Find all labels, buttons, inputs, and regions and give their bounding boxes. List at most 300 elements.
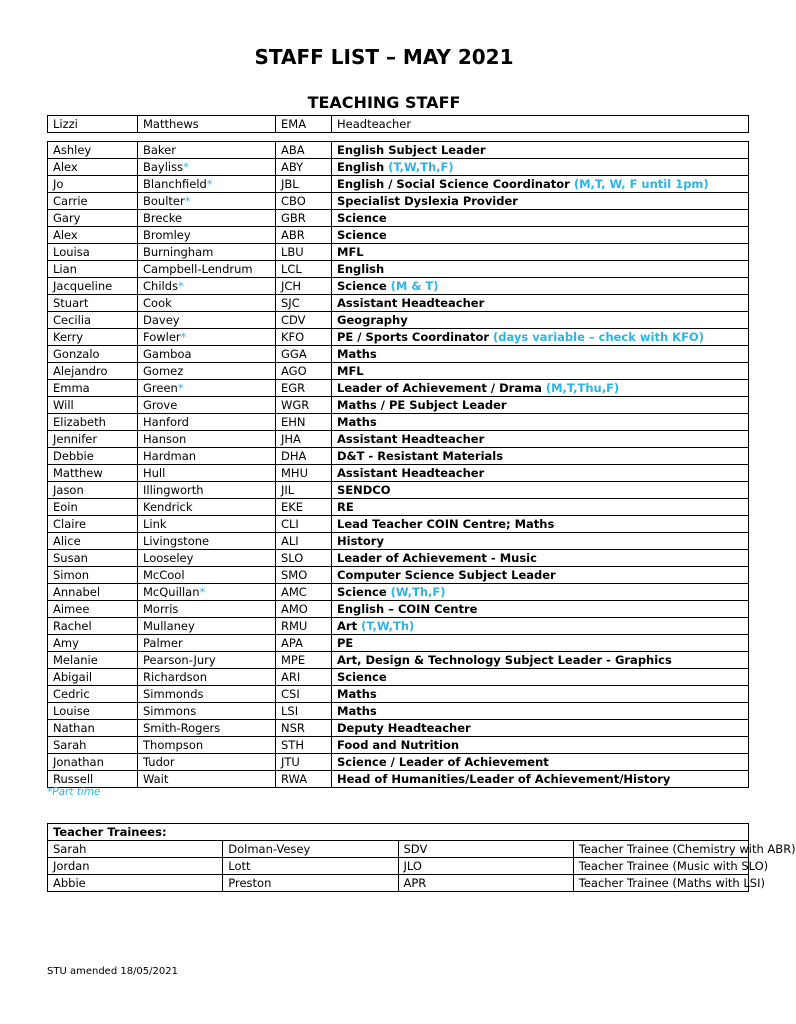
part-time-marker: * — [180, 329, 187, 344]
last-name-text: Kendrick — [143, 499, 193, 514]
role — [332, 380, 749, 397]
last-name — [138, 737, 276, 754]
role-text: Science — [337, 669, 387, 684]
role — [332, 312, 749, 329]
last-name-text: Burningham — [143, 244, 214, 259]
first-name: Cedric — [48, 686, 138, 703]
last-name — [138, 142, 276, 159]
last-name — [138, 159, 276, 176]
part-time-marker: * — [178, 278, 184, 293]
first-name: Annabel — [48, 584, 138, 601]
first-name: Nathan — [48, 720, 138, 737]
role — [332, 567, 749, 584]
staff-code: APA — [276, 635, 332, 652]
part-time-marker: * — [199, 584, 206, 599]
role — [332, 737, 749, 754]
table-row — [48, 686, 749, 703]
last-name-text: Childs — [143, 278, 178, 293]
staff-code: JBL — [276, 176, 332, 193]
role-text: PE — [337, 635, 354, 650]
table-row — [48, 771, 749, 788]
last-name-text: Palmer — [143, 635, 183, 650]
staff-code: ABA — [276, 142, 332, 159]
last-name — [138, 397, 276, 414]
table-row — [48, 142, 749, 159]
staff-code: AMO — [276, 601, 332, 618]
last-name-text: Baker — [143, 142, 176, 157]
first-name: Emma — [48, 380, 138, 397]
table-row — [48, 414, 749, 431]
table-row — [48, 841, 749, 858]
role — [332, 261, 749, 278]
last-name-text: Smith-Rogers — [143, 720, 221, 735]
last-name-text: Brecke — [143, 210, 183, 225]
table-row — [48, 875, 749, 892]
last-name — [138, 431, 276, 448]
staff-code: RMU — [276, 618, 332, 635]
role-text: Science / Leader of Achievement — [337, 754, 549, 769]
last-name-text: Mullaney — [143, 618, 195, 633]
role-text: Maths / PE Subject Leader — [337, 397, 507, 412]
role-text: English – COIN Centre — [337, 601, 478, 616]
first-name: Jennifer — [48, 431, 138, 448]
staff-code: ABR — [276, 227, 332, 244]
table-row — [48, 858, 749, 875]
staff-code: SJC — [276, 295, 332, 312]
last-name — [138, 482, 276, 499]
part-time-marker: * — [184, 193, 191, 208]
role-text: Science — [337, 278, 391, 293]
role-text: Science — [337, 210, 387, 225]
role-text: SENDCO — [337, 482, 391, 497]
last-name — [138, 227, 276, 244]
staff-code: SMO — [276, 567, 332, 584]
teaching-staff-table — [47, 141, 749, 788]
staff-code: CLI — [276, 516, 332, 533]
role-text: Maths — [337, 346, 377, 361]
role — [332, 533, 749, 550]
first-name: Abbie — [48, 875, 223, 892]
first-name: Debbie — [48, 448, 138, 465]
staff-code: KFO — [276, 329, 332, 346]
staff-code: JTU — [276, 754, 332, 771]
role: Headteacher — [332, 116, 749, 133]
part-time-note: *Part time — [47, 786, 101, 798]
last-name — [138, 771, 276, 788]
role — [332, 329, 749, 346]
first-name: Alejandro — [48, 363, 138, 380]
last-name — [138, 720, 276, 737]
role — [332, 244, 749, 261]
staff-code: STH — [276, 737, 332, 754]
role-text: MFL — [337, 244, 364, 259]
role-text: Lead Teacher COIN Centre; Maths — [337, 516, 555, 531]
trainees-header: Teacher Trainees: — [48, 824, 749, 841]
last-name-text: Bayliss — [143, 159, 184, 174]
table-row — [48, 482, 749, 499]
last-name — [138, 516, 276, 533]
role-text: Assistant Headteacher — [337, 295, 485, 310]
last-name-text: Cook — [143, 295, 172, 310]
first-name: Alex — [48, 227, 138, 244]
table-row — [48, 210, 749, 227]
last-name — [138, 278, 276, 295]
last-name-text: Wait — [143, 771, 169, 786]
first-name: Sarah — [48, 737, 138, 754]
staff-code: EHN — [276, 414, 332, 431]
staff-code: EGR — [276, 380, 332, 397]
staff-code: SLO — [276, 550, 332, 567]
first-name: Jacqueline — [48, 278, 138, 295]
table-row — [48, 380, 749, 397]
first-name: Sarah — [48, 841, 223, 858]
first-name: Ashley — [48, 142, 138, 159]
staff-code: CBO — [276, 193, 332, 210]
role-text: Food and Nutrition — [337, 737, 460, 752]
table-row — [48, 244, 749, 261]
last-name: Lott — [223, 858, 398, 875]
staff-code: MPE — [276, 652, 332, 669]
last-name — [138, 652, 276, 669]
last-name — [138, 499, 276, 516]
first-name: Simon — [48, 567, 138, 584]
table-row — [48, 278, 749, 295]
role-text: History — [337, 533, 384, 548]
last-name-text: Looseley — [143, 550, 194, 565]
table-row — [48, 669, 749, 686]
role-text: English Subject Leader — [337, 142, 486, 157]
last-name — [138, 635, 276, 652]
table-row — [48, 346, 749, 363]
first-name: Eoin — [48, 499, 138, 516]
staff-code: AGO — [276, 363, 332, 380]
working-days: (M,T,Thu,F) — [545, 380, 620, 395]
staff-code: GBR — [276, 210, 332, 227]
last-name-text: Simmonds — [143, 686, 204, 701]
first-name: Jonathan — [48, 754, 138, 771]
last-name-text: Hanford — [143, 414, 189, 429]
role — [332, 703, 749, 720]
role — [332, 227, 749, 244]
table-row — [48, 295, 749, 312]
table-row — [48, 567, 749, 584]
role-text: Assistant Headteacher — [337, 465, 485, 480]
first-name: Louisa — [48, 244, 138, 261]
last-name-text: Tudor — [143, 754, 175, 769]
first-name: Carrie — [48, 193, 138, 210]
staff-code: LCL — [276, 261, 332, 278]
last-name-text: Davey — [143, 312, 180, 327]
last-name — [138, 703, 276, 720]
table-row — [48, 465, 749, 482]
last-name-text: Bromley — [143, 227, 191, 242]
role — [332, 601, 749, 618]
first-name: Lian — [48, 261, 138, 278]
role-text: Maths — [337, 703, 377, 718]
document-title: STAFF LIST – MAY 2021 — [254, 45, 514, 69]
role-text: RE — [337, 499, 354, 514]
first-name: Claire — [48, 516, 138, 533]
role-text: Science — [337, 584, 391, 599]
last-name-text: Campbell-Lendrum — [143, 261, 253, 276]
role — [332, 176, 749, 193]
last-name: Matthews — [138, 116, 276, 133]
first-name: Melanie — [48, 652, 138, 669]
table-row — [48, 703, 749, 720]
table-row — [48, 516, 749, 533]
last-name-text: Boulter — [143, 193, 185, 208]
table-row — [48, 227, 749, 244]
staff-code: GGA — [276, 346, 332, 363]
last-name — [138, 346, 276, 363]
last-name-text: Gamboa — [143, 346, 192, 361]
role — [332, 346, 749, 363]
role — [332, 414, 749, 431]
role — [332, 159, 749, 176]
part-time-marker: * — [206, 176, 213, 191]
last-name — [138, 686, 276, 703]
first-name: Lizzi — [48, 116, 138, 133]
last-name — [138, 584, 276, 601]
part-time-marker: * — [183, 159, 189, 174]
role — [332, 193, 749, 210]
role — [332, 499, 749, 516]
staff-code: NSR — [276, 720, 332, 737]
first-name: Gary — [48, 210, 138, 227]
last-name-text: Morris — [143, 601, 179, 616]
table-row — [48, 652, 749, 669]
role — [332, 142, 749, 159]
role-text: Specialist Dyslexia Provider — [337, 193, 518, 208]
staff-code: EKE — [276, 499, 332, 516]
role-text: Maths — [337, 686, 377, 701]
role — [332, 210, 749, 227]
last-name-text: Blanchfield — [143, 176, 207, 191]
role-text: PE / Sports Coordinator — [337, 329, 494, 344]
first-name: Cecilia — [48, 312, 138, 329]
role — [332, 482, 749, 499]
part-time-marker: * — [177, 380, 184, 395]
staff-code: ARI — [276, 669, 332, 686]
headteacher-table — [47, 115, 749, 133]
staff-code: CSI — [276, 686, 332, 703]
last-name — [138, 176, 276, 193]
role: Teacher Trainee (Maths with LSI) — [573, 875, 748, 892]
table-row — [48, 635, 749, 652]
first-name: Aimee — [48, 601, 138, 618]
first-name: Susan — [48, 550, 138, 567]
role-text: MFL — [337, 363, 364, 378]
role — [332, 431, 749, 448]
role — [332, 278, 749, 295]
last-name-text: Simmons — [143, 703, 197, 718]
table-row — [48, 261, 749, 278]
table-row — [48, 397, 749, 414]
table-row — [48, 533, 749, 550]
role — [332, 771, 749, 788]
section-title-teaching-staff: TEACHING STAFF — [307, 93, 461, 112]
role-text: D&T - Resistant Materials — [337, 448, 504, 463]
last-name-text: Gomez — [143, 363, 184, 378]
role-text: Art — [337, 618, 362, 633]
staff-code: LBU — [276, 244, 332, 261]
first-name: Russell — [48, 771, 138, 788]
staff-code: APR — [398, 875, 573, 892]
first-name: Will — [48, 397, 138, 414]
working-days: (M & T) — [390, 278, 439, 293]
first-name: Stuart — [48, 295, 138, 312]
role — [332, 516, 749, 533]
role — [332, 720, 749, 737]
last-name — [138, 193, 276, 210]
last-name — [138, 380, 276, 397]
last-name-text: Green — [143, 380, 178, 395]
role — [332, 754, 749, 771]
staff-code: ALI — [276, 533, 332, 550]
role — [332, 448, 749, 465]
table-row — [48, 618, 749, 635]
staff-code: WGR — [276, 397, 332, 414]
amended-footer: STU amended 18/05/2021 — [47, 966, 178, 977]
last-name-text: Hardman — [143, 448, 197, 463]
first-name: Kerry — [48, 329, 138, 346]
working-days: (M,T, W, F until 1pm) — [573, 176, 709, 191]
role-text: Head of Humanities/Leader of Achievement/History — [337, 771, 671, 786]
role-text: Deputy Headteacher — [337, 720, 471, 735]
first-name: Alex — [48, 159, 138, 176]
last-name-text: Pearson-Jury — [143, 652, 216, 667]
last-name-text: Richardson — [143, 669, 207, 684]
staff-code: RWA — [276, 771, 332, 788]
last-name — [138, 465, 276, 482]
last-name — [138, 295, 276, 312]
role — [332, 550, 749, 567]
last-name — [138, 533, 276, 550]
last-name: Preston — [223, 875, 398, 892]
last-name-text: Thompson — [143, 737, 204, 752]
table-row — [48, 363, 749, 380]
last-name — [138, 329, 276, 346]
role — [332, 363, 749, 380]
last-name — [138, 363, 276, 380]
teacher-trainees-table — [47, 823, 796, 892]
last-name — [138, 618, 276, 635]
first-name: Louise — [48, 703, 138, 720]
role — [332, 584, 749, 601]
table-row — [48, 312, 749, 329]
table-row — [48, 176, 749, 193]
staff-code: MHU — [276, 465, 332, 482]
table-row — [48, 329, 749, 346]
last-name — [138, 244, 276, 261]
last-name — [138, 567, 276, 584]
table-row — [48, 754, 749, 771]
role — [332, 669, 749, 686]
last-name — [138, 550, 276, 567]
role-text: Art, Design & Technology Subject Leader - Graphics — [337, 652, 672, 667]
last-name — [138, 210, 276, 227]
last-name-text: Grove — [143, 397, 178, 412]
last-name — [138, 312, 276, 329]
last-name-text: McCool — [143, 567, 185, 582]
first-name: Elizabeth — [48, 414, 138, 431]
first-name: Rachel — [48, 618, 138, 635]
staff-code: JLO — [398, 858, 573, 875]
first-name: Amy — [48, 635, 138, 652]
role-text: Maths — [337, 414, 377, 429]
last-name-text: McQuillan — [143, 584, 200, 599]
last-name — [138, 601, 276, 618]
last-name — [138, 669, 276, 686]
staff-code: ABY — [276, 159, 332, 176]
role-text: English — [337, 261, 385, 276]
last-name — [138, 261, 276, 278]
first-name: Abigail — [48, 669, 138, 686]
role — [332, 652, 749, 669]
role-text: English — [337, 159, 389, 174]
staff-code: AMC — [276, 584, 332, 601]
staff-code: EMA — [276, 116, 332, 133]
last-name-text: Fowler — [143, 329, 181, 344]
role-text: Geography — [337, 312, 408, 327]
table-row — [48, 737, 749, 754]
staff-code: JHA — [276, 431, 332, 448]
first-name: Jordan — [48, 858, 223, 875]
last-name — [138, 754, 276, 771]
staff-code: DHA — [276, 448, 332, 465]
last-name-text: Hanson — [143, 431, 187, 446]
table-row — [48, 601, 749, 618]
first-name: Alice — [48, 533, 138, 550]
last-name-text: Illingworth — [143, 482, 204, 497]
table-header-row — [48, 824, 749, 841]
role-text: Computer Science Subject Leader — [337, 567, 556, 582]
role — [332, 465, 749, 482]
staff-code: SDV — [398, 841, 573, 858]
role — [332, 397, 749, 414]
last-name — [138, 448, 276, 465]
role-text: Leader of Achievement - Music — [337, 550, 537, 565]
working-days: (days variable – check with KFO) — [493, 329, 704, 344]
last-name-text: Livingstone — [143, 533, 210, 548]
staff-code: JCH — [276, 278, 332, 295]
role — [332, 635, 749, 652]
table-row — [48, 193, 749, 210]
staff-code: LSI — [276, 703, 332, 720]
table-row — [48, 431, 749, 448]
staff-code: CDV — [276, 312, 332, 329]
role — [332, 686, 749, 703]
table-row — [48, 448, 749, 465]
role-text: English / Social Science Coordinator — [337, 176, 574, 191]
table-row — [48, 159, 749, 176]
staff-code: JIL — [276, 482, 332, 499]
last-name — [138, 414, 276, 431]
table-row — [48, 499, 749, 516]
working-days: (W,Th,F) — [390, 584, 446, 599]
last-name-text: Link — [143, 516, 167, 531]
last-name: Dolman-Vesey — [223, 841, 398, 858]
role-text: Science — [337, 227, 387, 242]
role: Teacher Trainee (Music with SLO) — [573, 858, 748, 875]
table-row — [48, 584, 749, 601]
first-name: Gonzalo — [48, 346, 138, 363]
first-name: Jason — [48, 482, 138, 499]
working-days: (T,W,Th) — [361, 618, 415, 633]
role — [332, 618, 749, 635]
first-name: Matthew — [48, 465, 138, 482]
working-days: (T,W,Th,F) — [388, 159, 454, 174]
